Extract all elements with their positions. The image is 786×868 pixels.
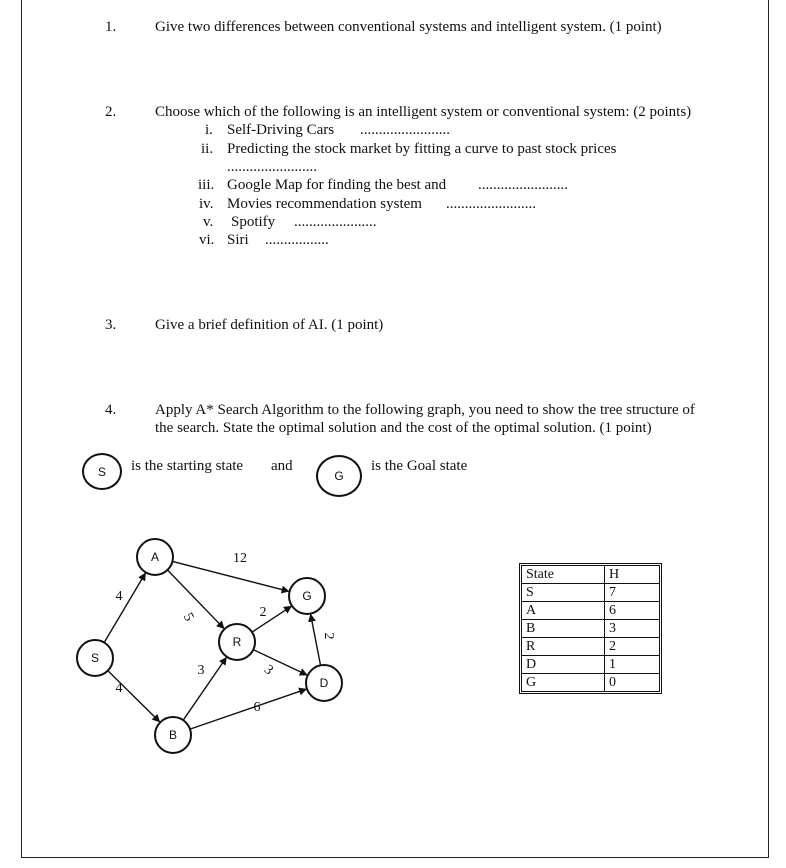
heuristic-state-cell: S xyxy=(522,584,605,602)
question-3-text: Give a brief definition of AI. (1 point) xyxy=(155,317,384,333)
heuristic-value-cell: 0 xyxy=(605,674,660,692)
legend-goal-text: is the Goal state xyxy=(371,458,468,474)
option-i-text: Self-Driving Cars xyxy=(227,122,335,138)
graph-node-label-R: R xyxy=(232,635,242,649)
graph-node-label-G: G xyxy=(302,589,312,603)
option-vi-blank[interactable]: ................. xyxy=(265,232,329,248)
graph-node-label-S: S xyxy=(90,651,100,665)
graph-node-label-B: B xyxy=(168,728,178,742)
question-2-text: Choose which of the following is an intelligent system or conventional system: (2 points) xyxy=(155,104,692,120)
question-2-number: 2. xyxy=(105,104,117,120)
table-row xyxy=(522,674,660,692)
question-4-number: 4. xyxy=(105,402,117,418)
option-iii-marker: iii. xyxy=(198,177,215,193)
question-4-text-line1: Apply A* Search Algorithm to the following graph, you need to show the tree structure of xyxy=(155,402,695,418)
edge-B-R xyxy=(183,658,226,721)
heuristic-state-cell: D xyxy=(522,656,605,674)
edge-cost-A-G: 12 xyxy=(233,551,247,566)
option-ii-text: Predicting the stock market by fitting a curve to past stock prices xyxy=(227,141,617,157)
option-v-text: Spotify xyxy=(231,214,276,230)
option-ii-marker: ii. xyxy=(201,141,214,157)
option-i-blank[interactable]: ........................ xyxy=(360,122,450,138)
option-iv-text: Movies recommendation system xyxy=(227,196,422,212)
option-ii-blank[interactable]: ........................ xyxy=(227,159,317,175)
table-row xyxy=(522,656,660,674)
edge-cost-D-G: 2 xyxy=(321,632,336,640)
option-vi-marker: vi. xyxy=(199,232,215,248)
edge-R-D xyxy=(253,650,307,675)
edge-B-D xyxy=(190,689,306,729)
heuristic-header-h: H xyxy=(605,566,660,584)
edge-A-G xyxy=(172,561,288,591)
heuristic-state-cell: G xyxy=(522,674,605,692)
heuristic-state-cell: A xyxy=(522,602,605,620)
edge-R-G xyxy=(252,606,291,632)
edge-A-R xyxy=(167,570,223,628)
table-row xyxy=(522,620,660,638)
heuristic-header-row xyxy=(522,566,660,584)
legend-start-text: is the starting state xyxy=(131,458,244,474)
edge-cost-S-A: 4 xyxy=(115,589,123,604)
table-row xyxy=(522,638,660,656)
heuristic-state-cell: B xyxy=(522,620,605,638)
option-iii-text: Google Map for finding the best and xyxy=(227,177,447,193)
edge-cost-R-D: 3 xyxy=(260,662,276,679)
edge-D-G xyxy=(311,615,321,666)
edge-cost-S-B: 4 xyxy=(115,681,123,696)
table-row xyxy=(522,602,660,620)
option-vi-text: Siri xyxy=(227,232,249,248)
heuristic-header-state: State xyxy=(522,566,605,584)
heuristic-value-cell: 7 xyxy=(605,584,660,602)
option-v-blank[interactable]: ...................... xyxy=(294,214,377,230)
heuristic-value-cell: 3 xyxy=(605,620,660,638)
question-1-number: 1. xyxy=(105,19,117,35)
edge-cost-R-G: 2 xyxy=(259,605,267,620)
heuristic-table xyxy=(521,565,660,692)
graph-node-label-A: A xyxy=(150,550,160,564)
option-iv-marker: iv. xyxy=(199,196,214,212)
heuristic-value-cell: 6 xyxy=(605,602,660,620)
legend-goal-node: G xyxy=(316,455,362,497)
graph-node-label-D: D xyxy=(319,676,329,690)
heuristic-value-cell: 1 xyxy=(605,656,660,674)
option-iii-blank[interactable]: ........................ xyxy=(478,177,568,193)
question-4-text-line2: the search. State the optimal solution and the cost of the optimal solution. (1 point) xyxy=(155,420,652,436)
legend-and-text: and xyxy=(271,458,293,474)
table-row xyxy=(522,584,660,602)
edge-cost-B-R: 3 xyxy=(197,663,205,678)
option-v-marker: v. xyxy=(203,214,214,230)
edge-cost-B-D: 6 xyxy=(253,700,261,715)
legend-start-node: S xyxy=(82,453,122,490)
option-iv-blank[interactable]: ........................ xyxy=(446,196,536,212)
edge-S-B xyxy=(108,671,160,722)
edge-S-A xyxy=(104,573,145,642)
question-3-number: 3. xyxy=(105,317,117,333)
heuristic-state-cell: R xyxy=(522,638,605,656)
option-i-marker: i. xyxy=(205,122,213,138)
heuristic-value-cell: 2 xyxy=(605,638,660,656)
question-1-text: Give two differences between conventional systems and intelligent system. (1 point) xyxy=(155,19,662,35)
edge-cost-A-R: 5 xyxy=(179,610,197,625)
